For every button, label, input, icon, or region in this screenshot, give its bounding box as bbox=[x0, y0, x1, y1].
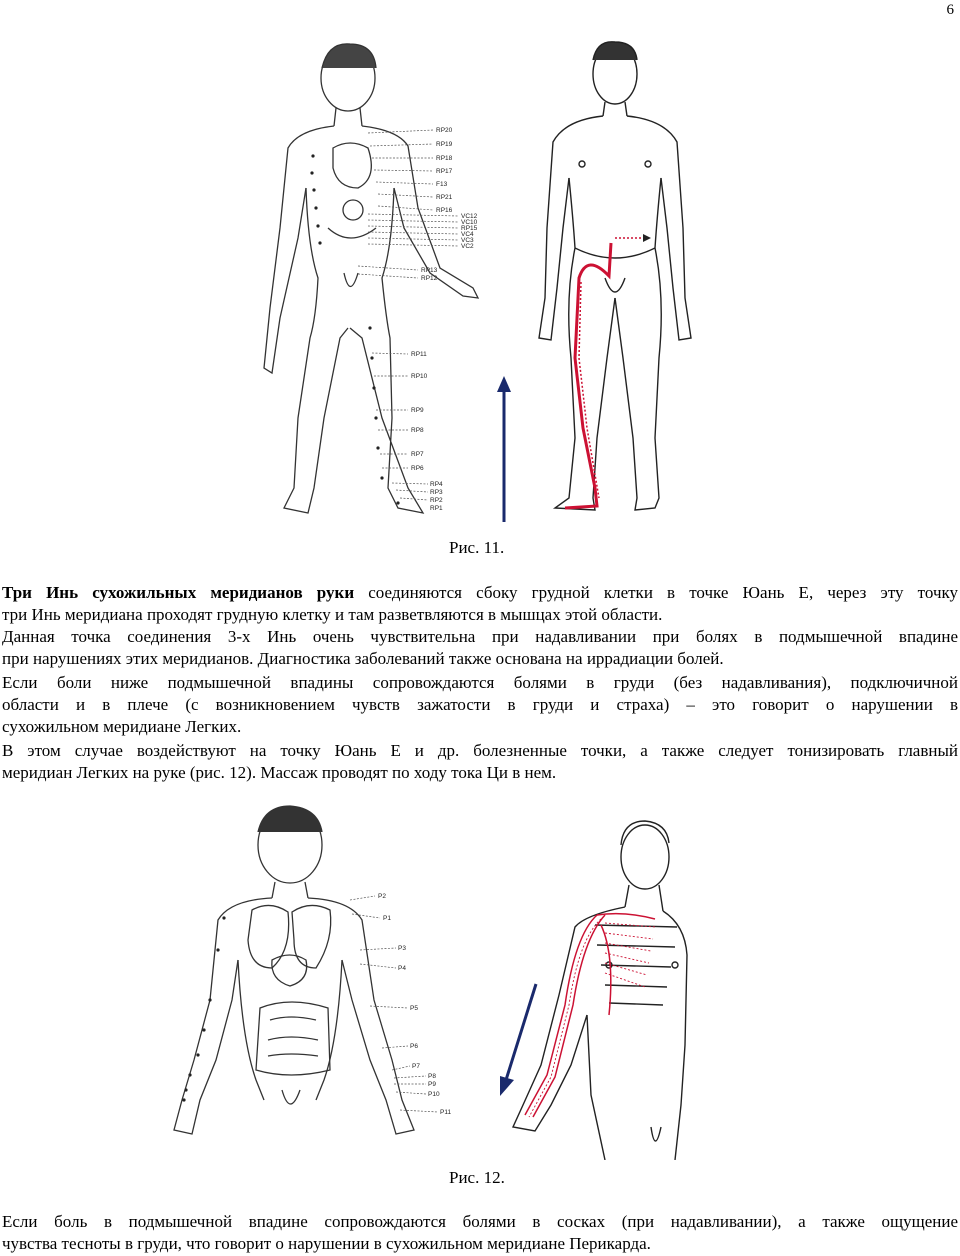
label-rp15: RP15 bbox=[461, 225, 478, 232]
paragraph-3 bbox=[2, 672, 958, 738]
label-p6: P6 bbox=[410, 1043, 418, 1050]
paragraph-2 bbox=[2, 626, 958, 670]
paragraph-2-line-2: при нарушениях этих меридианов. Диагностика заболеваний также основана на иррадиации болей. bbox=[2, 649, 724, 668]
label-p2: P2 bbox=[378, 893, 386, 900]
paragraph-5-line-1: Если боль в подмышечной впадине сопровождаются болями в сосках (при надавливании), а также ощущение bbox=[2, 1212, 958, 1231]
label-vc3: VC3 bbox=[461, 237, 474, 244]
figure-11-anatomy-illustration bbox=[258, 38, 523, 528]
label-rp1: RP1 bbox=[430, 505, 443, 512]
label-p7: P7 bbox=[412, 1063, 420, 1070]
paragraph-4-line-1: В этом случае воздействуют на точку Юань Е и др. болезненные точки, а также следует тонизировать главный bbox=[2, 741, 958, 760]
paragraph-5 bbox=[2, 1211, 958, 1255]
label-rp13: RP13 bbox=[421, 267, 438, 274]
label-rp20: RP20 bbox=[436, 127, 453, 134]
page-number: 6 bbox=[946, 2, 954, 18]
label-rp8: RP8 bbox=[411, 427, 424, 434]
label-p11: P11 bbox=[440, 1109, 452, 1116]
label-rp9: RP9 bbox=[411, 407, 424, 414]
figure-11-meridian-illustration bbox=[535, 38, 695, 518]
label-p9: P9 bbox=[428, 1081, 436, 1088]
label-rp4: RP4 bbox=[430, 481, 443, 488]
paragraph-1-lead: Три Инь сухожильных меридианов руки bbox=[2, 583, 355, 602]
figure-12-meridian-illustration bbox=[505, 815, 700, 1160]
paragraph-1-line-1: соединяются сбоку грудной клетки в точке Юань Е, через эту точку bbox=[354, 583, 959, 602]
paragraph-1-line-2: три Инь меридиана проходят грудную клетку и там разветвляются в мышцах этой области. bbox=[2, 605, 663, 624]
label-p10: P10 bbox=[428, 1091, 440, 1098]
label-rp7: RP7 bbox=[411, 451, 424, 458]
label-rp17: RP17 bbox=[436, 168, 453, 175]
paragraph-1 bbox=[2, 582, 958, 626]
paragraph-3-line-2: области и в плече (с возникновением чувств зажатости в груди и страха) – это говорит о нарушении в bbox=[2, 695, 958, 714]
label-vc2: VC2 bbox=[461, 243, 474, 250]
paragraph-4-line-2: меридиан Легких на руке (рис. 12). Массаж проводят по ходу тока Ци в нем. bbox=[2, 763, 557, 782]
label-rp19: RP19 bbox=[436, 141, 453, 148]
label-rp16: RP16 bbox=[436, 207, 453, 214]
label-vc10: VC10 bbox=[461, 219, 478, 226]
label-p5: P5 bbox=[410, 1005, 418, 1012]
label-p4: P4 bbox=[398, 965, 406, 972]
paragraph-5-line-2: чувства тесноты в груди, что говорит о нарушении в сухожильном меридиане Перикарда. bbox=[2, 1234, 651, 1253]
paragraph-2-line-1: Данная точка соединения 3-х Инь очень чувствительна при надавливании при болях в подмышечной впадине bbox=[2, 627, 958, 646]
paragraph-3-line-3: сухожильном меридиане Легких. bbox=[2, 717, 242, 736]
paragraph-4 bbox=[2, 740, 958, 784]
label-rp21: RP21 bbox=[436, 194, 453, 201]
label-vc4: VC4 bbox=[461, 231, 474, 238]
arrow-up-icon bbox=[494, 376, 514, 524]
label-vc12: VC12 bbox=[461, 213, 478, 220]
label-rp2: RP2 bbox=[430, 497, 443, 504]
figure-11-caption: Рис. 11. bbox=[449, 538, 505, 557]
label-rp11: RP11 bbox=[411, 351, 427, 358]
label-rp3: RP3 bbox=[430, 489, 443, 496]
label-p3: P3 bbox=[398, 945, 406, 952]
label-rp18: RP18 bbox=[436, 155, 453, 162]
label-rp10: RP10 bbox=[411, 373, 428, 380]
figure-12-anatomy-illustration bbox=[160, 800, 460, 1145]
label-p8: P8 bbox=[428, 1073, 436, 1080]
paragraph-3-line-1: Если боли ниже подмышечной впадины сопровождаются болями в груди (без надавливания), подключичной bbox=[2, 673, 958, 692]
label-rp12: RP12 bbox=[421, 275, 438, 282]
label-p1: P1 bbox=[383, 915, 391, 922]
label-rp6: RP6 bbox=[411, 465, 424, 472]
figure-12-caption: Рис. 12. bbox=[449, 1168, 505, 1187]
label-f13: F13 bbox=[436, 181, 448, 188]
